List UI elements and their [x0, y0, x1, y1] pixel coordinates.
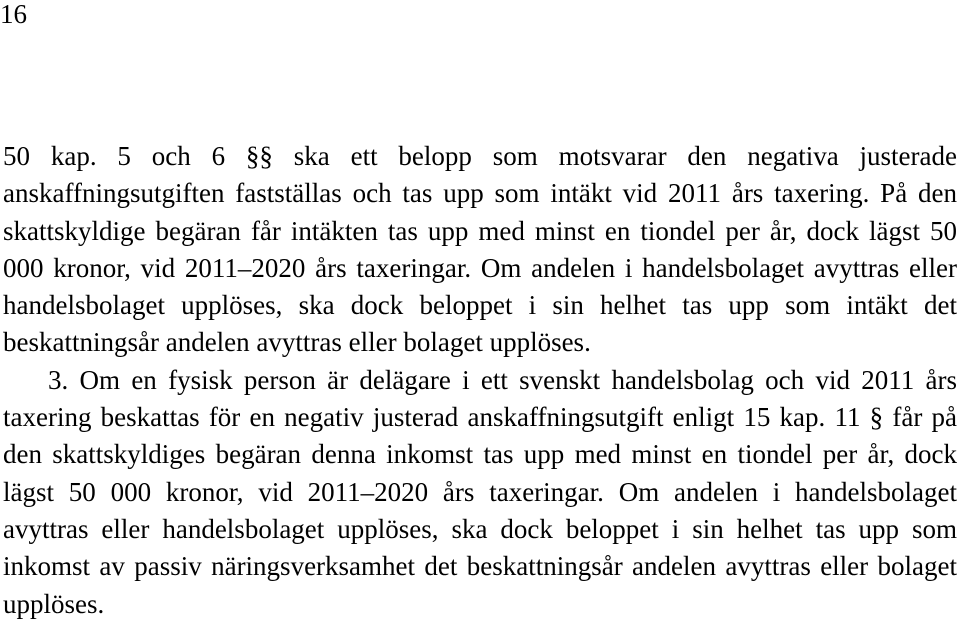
document-body — [3, 138, 957, 623]
paragraph-transitional-provision-3: 3. Om en fysisk person är delägare i ett svenskt handelsbolag och vid 2011 års taxering beskattas för en negativ justerad anskaffningsutgift enligt 15 kap. 11 § får på den skattskyldiges begäran denna inkomst tas upp med minst en tiondel per år, dock lägst 50 000 kronor, vid 2011–2020 års taxeringar. Om andelen i handelsbolaget avyttras eller handelsbolaget upplöses, ska dock beloppet i sin helhet tas upp som inkomst av passiv näringsverksamhet det beskattningsår andelen avyttras eller bolaget upplöses. — [3, 364, 957, 619]
page-number: 16 — [0, 0, 27, 29]
paragraph-transitional-provision-2: 50 kap. 5 och 6 §§ ska ett belopp som motsvarar den negativa justerade anskaffningsutgiften fastställas och tas upp som intäkt vid 2011 års taxering. På den skattskyldige begäran får intäkten tas upp med minst en tiondel per år, dock lägst 50 000 kronor, vid 2011–2020 års taxeringar. Om andelen i handelsbolaget avyttras eller handelsbolaget upplöses, ska dock beloppet i sin helhet tas upp som intäkt det beskattningsår andelen avyttras eller bolaget upplöses. — [3, 141, 957, 358]
